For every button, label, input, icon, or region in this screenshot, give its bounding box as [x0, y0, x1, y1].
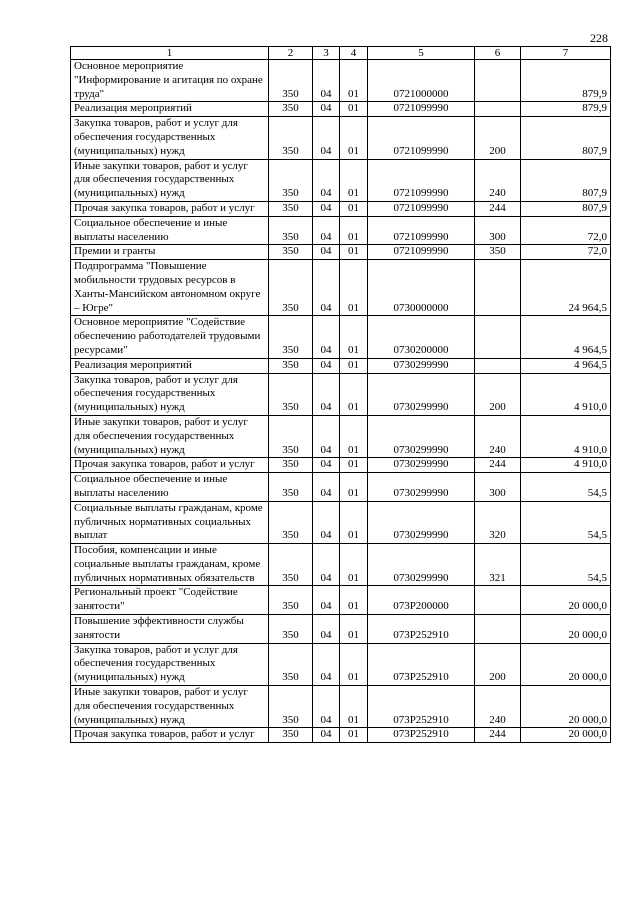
- row-target-article: 0730299990: [368, 544, 475, 586]
- row-target-article: 0721099990: [368, 159, 475, 201]
- row-amount: 879,9: [521, 60, 611, 102]
- row-admin-code: 350: [269, 316, 313, 358]
- row-section: 04: [313, 473, 340, 502]
- row-section: 04: [313, 615, 340, 644]
- page-number: 228: [590, 31, 608, 45]
- row-target-article: 0721099990: [368, 216, 475, 245]
- row-section: 04: [313, 458, 340, 473]
- row-expense-type: 244: [475, 458, 521, 473]
- row-target-article: 073P252910: [368, 686, 475, 728]
- header-col-2: 2: [269, 47, 313, 60]
- row-admin-code: 350: [269, 458, 313, 473]
- row-target-article: 0721099990: [368, 245, 475, 260]
- row-section: 04: [313, 260, 340, 316]
- row-section: 04: [313, 117, 340, 159]
- row-admin-code: 350: [269, 643, 313, 685]
- row-name: Пособия, компенсации и иные социальные выплаты гражданам, кроме публичных нормативных обязательств: [71, 544, 269, 586]
- row-target-article: 0721000000: [368, 60, 475, 102]
- row-admin-code: 350: [269, 159, 313, 201]
- table-row: [71, 586, 611, 615]
- table-body: [71, 60, 611, 743]
- row-subsection: 01: [340, 316, 368, 358]
- row-subsection: 01: [340, 373, 368, 415]
- table-row: [71, 260, 611, 316]
- row-target-article: 0730299990: [368, 458, 475, 473]
- row-amount: 72,0: [521, 216, 611, 245]
- row-expense-type: 320: [475, 501, 521, 543]
- row-expense-type: [475, 102, 521, 117]
- row-expense-type: 244: [475, 728, 521, 743]
- row-amount: 20 000,0: [521, 586, 611, 615]
- row-admin-code: 350: [269, 216, 313, 245]
- row-expense-type: 350: [475, 245, 521, 260]
- row-amount: 20 000,0: [521, 643, 611, 685]
- budget-table: [70, 46, 611, 743]
- row-name: Закупка товаров, работ и услуг для обеспечения государственных (муниципальных) нужд: [71, 373, 269, 415]
- header-col-7: 7: [521, 47, 611, 60]
- row-name: Реализация мероприятий: [71, 102, 269, 117]
- row-admin-code: 350: [269, 358, 313, 373]
- row-section: 04: [313, 102, 340, 117]
- row-subsection: 01: [340, 216, 368, 245]
- table-row: [71, 216, 611, 245]
- row-target-article: 0721099990: [368, 201, 475, 216]
- row-admin-code: 350: [269, 728, 313, 743]
- row-subsection: 01: [340, 415, 368, 457]
- row-admin-code: 350: [269, 473, 313, 502]
- row-subsection: 01: [340, 615, 368, 644]
- row-subsection: 01: [340, 586, 368, 615]
- table-row: [71, 415, 611, 457]
- row-admin-code: 350: [269, 260, 313, 316]
- row-name: Прочая закупка товаров, работ и услуг: [71, 201, 269, 216]
- row-section: 04: [313, 60, 340, 102]
- row-amount: 20 000,0: [521, 615, 611, 644]
- row-name: Подпрограмма "Повышение мобильности трудовых ресурсов в Ханты-Мансийском автономном округе – Югре": [71, 260, 269, 316]
- table-row: [71, 643, 611, 685]
- table-row: [71, 159, 611, 201]
- row-amount: 807,9: [521, 159, 611, 201]
- row-subsection: 01: [340, 159, 368, 201]
- row-section: 04: [313, 686, 340, 728]
- row-admin-code: 350: [269, 615, 313, 644]
- row-admin-code: 350: [269, 415, 313, 457]
- row-target-article: 0730200000: [368, 316, 475, 358]
- row-section: 04: [313, 159, 340, 201]
- row-amount: 807,9: [521, 117, 611, 159]
- row-name: Основное мероприятие "Содействие обеспечению работодателей трудовыми ресурсами": [71, 316, 269, 358]
- row-name: Закупка товаров, работ и услуг для обеспечения государственных (муниципальных) нужд: [71, 117, 269, 159]
- row-name: Социальные выплаты гражданам, кроме публичных нормативных социальных выплат: [71, 501, 269, 543]
- row-target-article: 0721099990: [368, 117, 475, 159]
- row-expense-type: 240: [475, 686, 521, 728]
- row-amount: 4 964,5: [521, 316, 611, 358]
- row-target-article: 073P252910: [368, 643, 475, 685]
- table-row: [71, 473, 611, 502]
- row-section: 04: [313, 501, 340, 543]
- row-amount: 879,9: [521, 102, 611, 117]
- row-expense-type: [475, 60, 521, 102]
- row-admin-code: 350: [269, 544, 313, 586]
- table-row: [71, 373, 611, 415]
- header-col-5: 5: [368, 47, 475, 60]
- row-target-article: 0730299990: [368, 373, 475, 415]
- row-subsection: 01: [340, 245, 368, 260]
- row-section: 04: [313, 728, 340, 743]
- row-admin-code: 350: [269, 686, 313, 728]
- table-row: [71, 501, 611, 543]
- header-col-3: 3: [313, 47, 340, 60]
- row-expense-type: [475, 358, 521, 373]
- row-name: Иные закупки товаров, работ и услуг для обеспечения государственных (муниципальных) нужд: [71, 415, 269, 457]
- row-subsection: 01: [340, 60, 368, 102]
- row-name: Прочая закупка товаров, работ и услуг: [71, 458, 269, 473]
- row-expense-type: 240: [475, 159, 521, 201]
- row-name: Основное мероприятие "Информирование и агитация по охране труда": [71, 60, 269, 102]
- table-row: [71, 102, 611, 117]
- row-subsection: 01: [340, 260, 368, 316]
- row-admin-code: 350: [269, 102, 313, 117]
- row-target-article: 073P252910: [368, 615, 475, 644]
- table-row: [71, 316, 611, 358]
- row-name: Региональный проект "Содействие занятости": [71, 586, 269, 615]
- row-amount: 4 910,0: [521, 458, 611, 473]
- table-row: [71, 117, 611, 159]
- row-amount: 807,9: [521, 201, 611, 216]
- row-subsection: 01: [340, 358, 368, 373]
- row-expense-type: [475, 615, 521, 644]
- row-target-article: 0730299990: [368, 415, 475, 457]
- row-target-article: 0730299990: [368, 473, 475, 502]
- row-section: 04: [313, 245, 340, 260]
- row-subsection: 01: [340, 117, 368, 159]
- row-expense-type: [475, 260, 521, 316]
- row-section: 04: [313, 415, 340, 457]
- table-row: [71, 358, 611, 373]
- row-name: Закупка товаров, работ и услуг для обеспечения государственных (муниципальных) нужд: [71, 643, 269, 685]
- table-row: [71, 615, 611, 644]
- row-admin-code: 350: [269, 201, 313, 216]
- row-name: Социальное обеспечение и иные выплаты населению: [71, 473, 269, 502]
- row-amount: 72,0: [521, 245, 611, 260]
- row-target-article: 0730000000: [368, 260, 475, 316]
- row-subsection: 01: [340, 501, 368, 543]
- row-amount: 4 910,0: [521, 415, 611, 457]
- row-expense-type: 200: [475, 643, 521, 685]
- row-expense-type: [475, 586, 521, 615]
- row-target-article: 0721099990: [368, 102, 475, 117]
- row-subsection: 01: [340, 458, 368, 473]
- row-expense-type: 200: [475, 117, 521, 159]
- row-admin-code: 350: [269, 586, 313, 615]
- row-name: Повышение эффективности службы занятости: [71, 615, 269, 644]
- row-section: 04: [313, 373, 340, 415]
- table-row: [71, 728, 611, 743]
- row-expense-type: 240: [475, 415, 521, 457]
- row-amount: 20 000,0: [521, 686, 611, 728]
- row-admin-code: 350: [269, 501, 313, 543]
- table-row: [71, 544, 611, 586]
- table-row: [71, 245, 611, 260]
- row-name: Прочая закупка товаров, работ и услуг: [71, 728, 269, 743]
- row-name: Иные закупки товаров, работ и услуг для обеспечения государственных (муниципальных) нужд: [71, 159, 269, 201]
- row-section: 04: [313, 586, 340, 615]
- row-name: Иные закупки товаров, работ и услуг для обеспечения государственных (муниципальных) нужд: [71, 686, 269, 728]
- row-subsection: 01: [340, 473, 368, 502]
- row-subsection: 01: [340, 102, 368, 117]
- table-row: [71, 686, 611, 728]
- row-subsection: 01: [340, 686, 368, 728]
- table-row: [71, 458, 611, 473]
- row-amount: 54,5: [521, 501, 611, 543]
- row-target-article: 073P252910: [368, 728, 475, 743]
- row-name: Премии и гранты: [71, 245, 269, 260]
- row-admin-code: 350: [269, 245, 313, 260]
- row-section: 04: [313, 201, 340, 216]
- row-target-article: 0730299990: [368, 501, 475, 543]
- row-expense-type: 200: [475, 373, 521, 415]
- row-target-article: 073P200000: [368, 586, 475, 615]
- row-name: Социальное обеспечение и иные выплаты населению: [71, 216, 269, 245]
- row-subsection: 01: [340, 201, 368, 216]
- row-name: Реализация мероприятий: [71, 358, 269, 373]
- row-amount: 24 964,5: [521, 260, 611, 316]
- row-admin-code: 350: [269, 60, 313, 102]
- table-row: [71, 60, 611, 102]
- row-amount: 54,5: [521, 544, 611, 586]
- row-expense-type: 300: [475, 473, 521, 502]
- row-amount: 4 964,5: [521, 358, 611, 373]
- row-section: 04: [313, 358, 340, 373]
- row-section: 04: [313, 544, 340, 586]
- row-admin-code: 350: [269, 117, 313, 159]
- row-expense-type: [475, 316, 521, 358]
- table-row: [71, 201, 611, 216]
- header-col-1: 1: [71, 47, 269, 60]
- row-subsection: 01: [340, 544, 368, 586]
- row-section: 04: [313, 316, 340, 358]
- row-amount: 54,5: [521, 473, 611, 502]
- row-amount: 4 910,0: [521, 373, 611, 415]
- row-amount: 20 000,0: [521, 728, 611, 743]
- header-col-4: 4: [340, 47, 368, 60]
- row-subsection: 01: [340, 728, 368, 743]
- row-admin-code: 350: [269, 373, 313, 415]
- row-expense-type: 300: [475, 216, 521, 245]
- row-expense-type: 321: [475, 544, 521, 586]
- row-expense-type: 244: [475, 201, 521, 216]
- header-col-6: 6: [475, 47, 521, 60]
- row-subsection: 01: [340, 643, 368, 685]
- row-target-article: 0730299990: [368, 358, 475, 373]
- row-section: 04: [313, 643, 340, 685]
- header-row: [71, 47, 611, 60]
- row-section: 04: [313, 216, 340, 245]
